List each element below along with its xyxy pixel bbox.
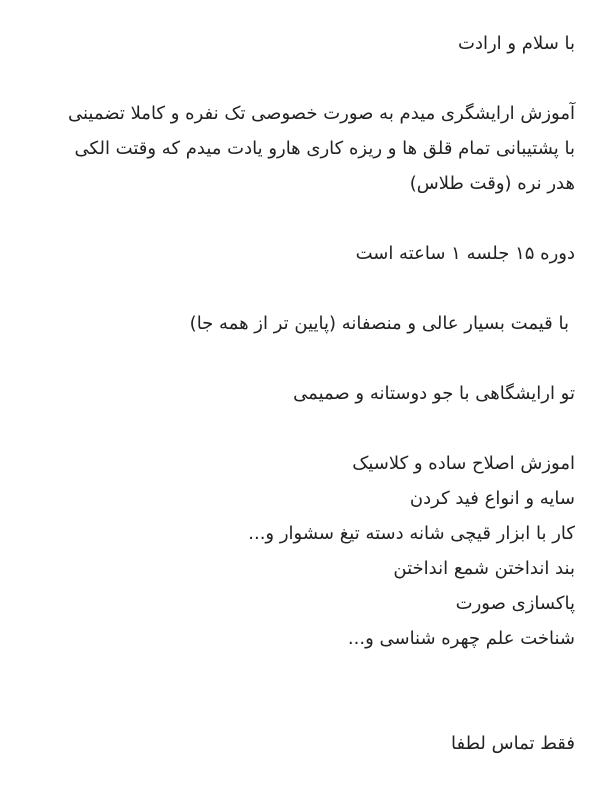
greeting-text: با سلام و ارادت xyxy=(458,33,575,54)
spacer xyxy=(25,691,575,726)
price-text: با قیمت بسیار عالی و منصفانه (پایین تر از همه جا) xyxy=(189,313,569,334)
topic-item: شناخت علم چهره شناسی و... xyxy=(347,628,575,649)
spacer xyxy=(25,656,575,691)
intro-line-1: آموزش ارایشگری میدم به صورت خصوصی تک نفره و کاملا تضمینی xyxy=(67,103,575,124)
topic-item: اموزش اصلاح ساده و کلاسیک xyxy=(352,453,575,474)
intro-line-3: هدر نره (وقت طلاس) xyxy=(409,173,575,194)
spacer xyxy=(25,201,575,236)
spacer xyxy=(25,411,575,446)
topic-item: سایه و انواع فید کردن xyxy=(409,488,575,509)
topic-item: پاکسازی صورت xyxy=(455,593,575,614)
topic-item: بند انداختن شمع انداختن xyxy=(393,558,575,579)
spacer xyxy=(25,271,575,306)
intro-line-2: با پشتیبانی تمام قلق ها و ریزه کاری هارو یادت میدم که وقتت الکی xyxy=(74,138,575,159)
duration-text: دوره ۱۵ جلسه ۱ ساعته است xyxy=(355,243,575,264)
topic-item: کار با ابزار قیچی شانه دسته تیغ سشوار و... xyxy=(248,523,575,544)
atmosphere-text: تو ارایشگاهی با جو دوستانه و صمیمی xyxy=(293,383,575,404)
spacer xyxy=(25,341,575,376)
contact-text: فقط تماس لطفا xyxy=(451,733,575,754)
spacer xyxy=(25,61,575,96)
